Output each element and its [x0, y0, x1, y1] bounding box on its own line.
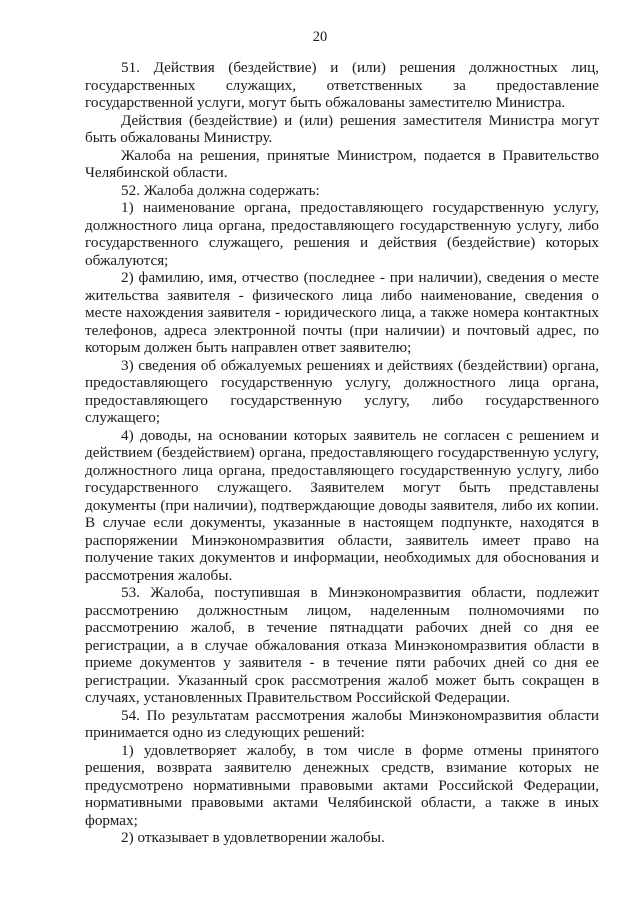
- paragraph-51-minister: Жалоба на решения, принятые Министром, подается в Правительство Челябинской области.: [85, 146, 599, 181]
- paragraph-54-item-1: 1) удовлетворяет жалобу, в том числе в форме отмены принятого решения, возврата заявителю денежных средств, взимание которых не предусмотрено нормативными правовыми актами Российской Федерации, нормативными правовыми актами Челябинской области, а также в иных формах;: [85, 741, 599, 829]
- paragraph-52: 52. Жалоба должна содержать:: [121, 181, 320, 199]
- paragraph-51-deputy: Действия (бездействие) и (или) решения заместителя Министра могут быть обжалованы Министру.: [85, 111, 599, 146]
- paragraph-52-item-4: 4) доводы, на основании которых заявитель не согласен с решением и действием (бездействием) органа, предоставляющего государственную услугу, должностного лица органа, предоставляющего государственную услугу, либо государственного служащего. Заявителем могут быть представлены документы (при наличии), подтверждающие доводы заявителя, либо их копии. В случае если документы, указанные в настоящем подпункте, находятся в распоряжении Минэкономразвития области, заявитель имеет право на получение таких документов и информации, необходимых для обоснования и рассмотрения жалобы.: [85, 426, 599, 584]
- paragraph-54-item-2: 2) отказывает в удовлетворении жалобы.: [121, 829, 385, 846]
- paragraph-52-item-3: 3) сведения об обжалуемых решениях и действиях (бездействии) органа, предоставляющего государственную услугу, должностного лица органа, предоставляющего государственную услугу, либо государственного служащего;: [85, 356, 599, 426]
- paragraph-53: 53. Жалоба, поступившая в Минэкономразвития области, подлежит рассмотрению должностным лицом, наделенным полномочиями по рассмотрению жалоб, в течение пятнадцати рабочих дней со дня ее регистрации, а в случае обжалования отказа Минэкономразвития области в приеме документов у заявителя - в течение пяти рабочих дней со дня ее регистрации. Указанный срок рассмотрения жалоб может быть сокращен в случаях, установленных Правительством Российской Федерации.: [85, 584, 599, 706]
- page-number: 20: [312, 29, 328, 45]
- paragraph-51: 51. Действия (бездействие) и (или) решения должностных лиц, государственных служащих, ответственных за предоставление государственной услуги, могут быть обжалованы заместителю Министра.: [85, 59, 599, 111]
- paragraph-54: 54. По результатам рассмотрения жалобы Минэкономразвития области принимается одно из следующих решений:: [85, 706, 599, 741]
- document-body: [85, 59, 599, 847]
- paragraph-52-item-2: 2) фамилию, имя, отчество (последнее - при наличии), сведения о месте жительства заявителя - физического лица либо наименование, сведения о месте нахождения заявителя - юридического лица, а также номера контактных телефонов, адреса электронной почты (при наличии) и почтовый адрес, по которым должен быть направлен ответ заявителю;: [85, 269, 599, 356]
- paragraph-52-item-1: 1) наименование органа, предоставляющего государственную услугу, должностного лица органа, предоставляющего государственную услугу, либо государственного служащего, решения и действия (бездействие) которых обжалуются;: [85, 199, 599, 269]
